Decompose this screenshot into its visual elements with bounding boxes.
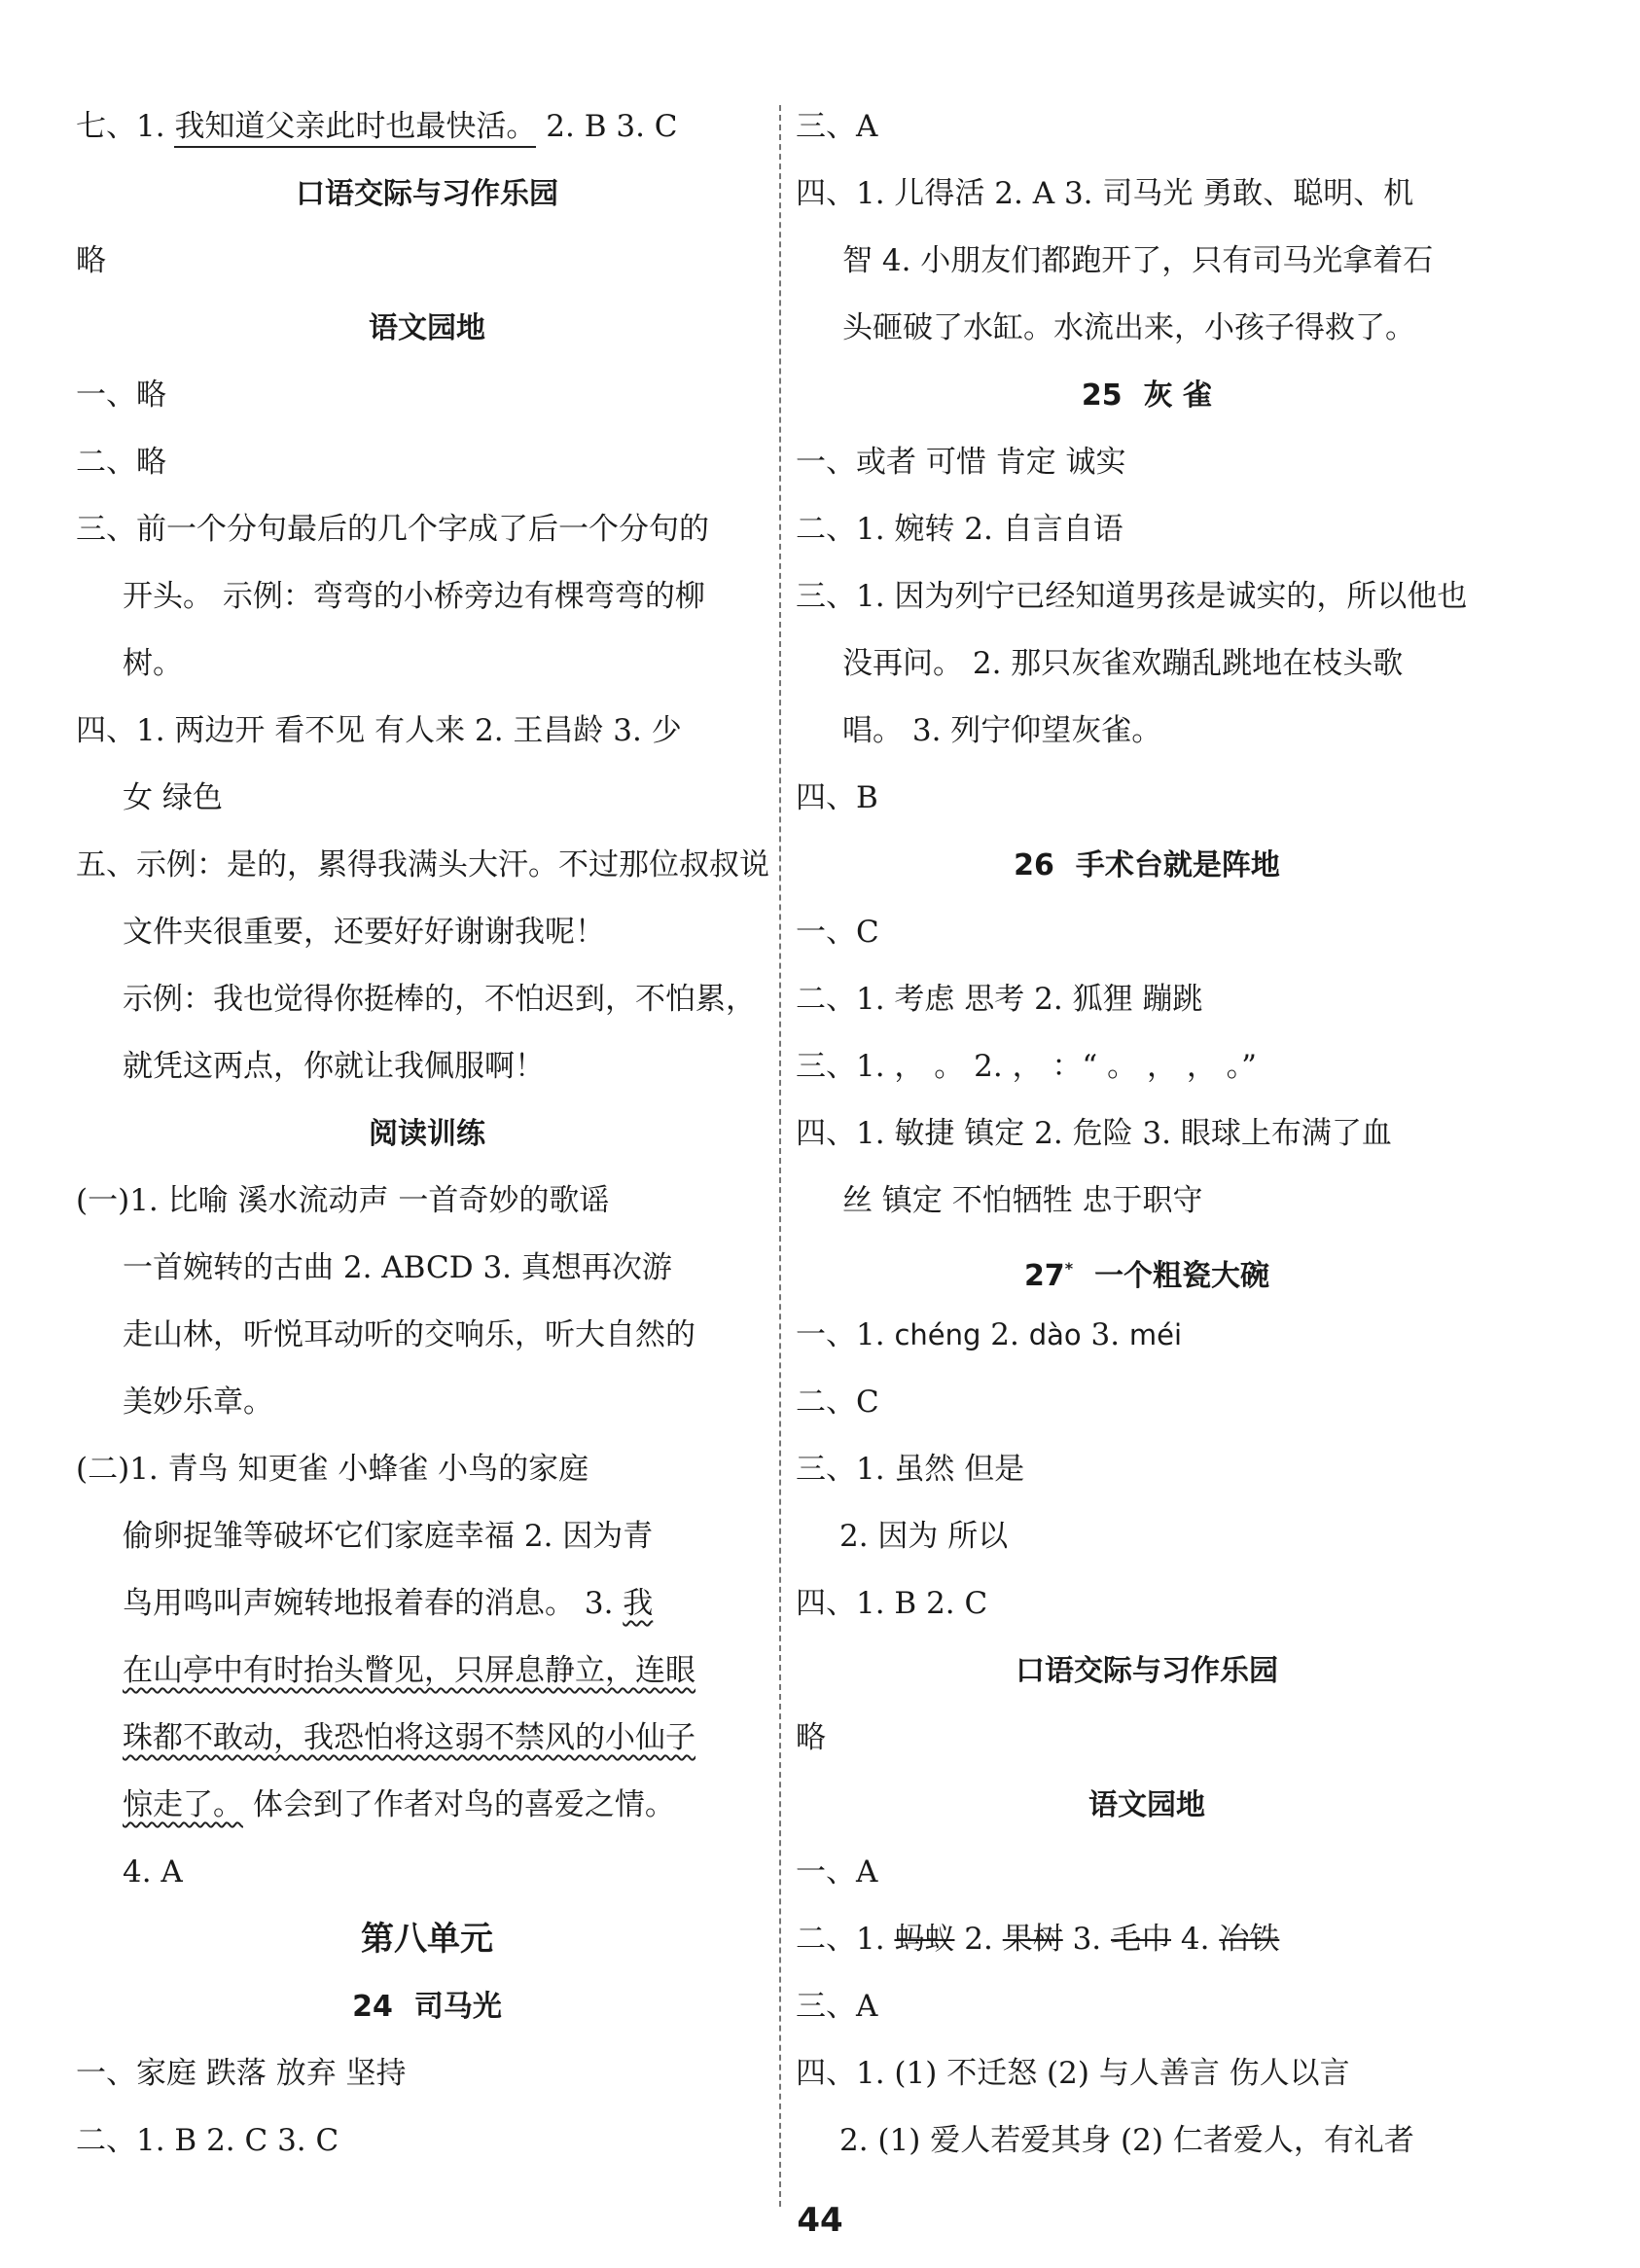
answer-line: 二、略 <box>76 445 166 480</box>
answer-line: 一首婉转的古曲 2. ABCD 3. 真想再次游 <box>123 1250 672 1285</box>
answer-line: 四、1. 两边开 看不见 有人来 2. 王昌龄 3. 少 <box>76 713 682 748</box>
lesson-heading: 27* 一个粗瓷大碗 <box>1023 1259 1270 1293</box>
answer-line: 2. (1) 爱人若爱其身 (2) 仁者爱人，有礼者 <box>839 2123 1414 2158</box>
answer-line: 四、1. 敏捷 镇定 2. 危险 3. 眼球上布满了血 <box>796 1116 1392 1151</box>
page-number: 44 <box>797 2201 843 2240</box>
answer-line: 2. 因为 所以 <box>839 1519 1009 1554</box>
left-column <box>76 93 778 2175</box>
section-heading-reading: 阅读训练 <box>369 1117 485 1151</box>
crossed-word: 冶铁 <box>1219 1922 1280 1957</box>
answer-line: 开头。 示例：弯弯的小桥旁边有棵弯弯的柳 <box>123 579 705 614</box>
answer-line: 一、家庭 跌落 放弃 坚持 <box>76 2056 407 2091</box>
answer-line: 智 4. 小朋友们都跑开了，只有司马光拿着石 <box>842 243 1434 278</box>
column-divider <box>779 105 781 2207</box>
answer-line: (二)1. 青鸟 知更雀 小蜂雀 小鸟的家庭 <box>76 1452 589 1487</box>
unit-heading: 第八单元 <box>361 1920 493 1959</box>
optional-star-mark: * <box>1064 1259 1074 1278</box>
answer-line: 树。 <box>123 646 183 681</box>
answer-line: 略 <box>796 1720 826 1755</box>
answer-line: 偷卵捉雏等破坏它们家庭幸福 2. 因为青 <box>123 1519 654 1554</box>
wavy-underline: 我 <box>623 1586 654 1621</box>
answer-line: 二、1. 考虑 思考 2. 狐狸 蹦跳 <box>796 982 1203 1017</box>
answer-line: 一、1. chéng 2. dào 3. méi <box>796 1317 1183 1352</box>
answer-line: 没再问。 2. 那只灰雀欢蹦乱跳地在枝头歌 <box>842 646 1404 681</box>
wavy-underline: 在山亭中有时抬头瞥见，只屏息静立，连眼 <box>123 1653 695 1688</box>
answer-line: 唱。 3. 列宁仰望灰雀。 <box>842 713 1162 748</box>
answer-line: 四、1. (1) 不迁怒 (2) 与人善言 伤人以言 <box>796 2056 1350 2091</box>
answer-line: 七、1. 我知道父亲此时也最快活。 2. B 3. C <box>76 93 778 161</box>
right-column <box>796 93 1498 2175</box>
answer-line: 三、前一个分句最后的几个字成了后一个分句的 <box>76 512 709 547</box>
answer-line: 三、1. 因为列宁已经知道男孩是诚实的，所以他也 <box>796 579 1468 614</box>
answer-line: 女 绿色 <box>123 780 223 815</box>
lesson-heading: 26 手术台就是阵地 <box>1014 848 1280 882</box>
answer-line <box>76 1638 778 1705</box>
answer-line: 鸟用鸣叫声婉转地报着春的消息。 3. 我 <box>123 1586 654 1621</box>
underlined-sentence: 我知道父亲此时也最快活。 <box>174 109 536 148</box>
wavy-underline: 惊走了。 <box>123 1787 243 1822</box>
answer-line: 美妙乐章。 <box>123 1385 273 1420</box>
answer-line: 略 <box>76 243 106 278</box>
section-heading-oral: 口语交际与习作乐园 <box>1016 1654 1278 1688</box>
answer-line: 三、1. 虽然 但是 <box>796 1452 1025 1487</box>
crossed-word: 蚂蚁 <box>894 1922 955 1957</box>
answer-line: 五、示例：是的，累得我满头大汗。不过那位叔叔说 <box>76 847 769 882</box>
answer-line: 二、C <box>796 1385 879 1420</box>
crossed-word: 毛巾 <box>1111 1922 1172 1957</box>
answer-line: 走山林，听悦耳动听的交响乐，听大自然的 <box>123 1317 695 1352</box>
answer-line: 三、A <box>796 109 878 144</box>
answer-line: (一)1. 比喻 溪水流动声 一首奇妙的歌谣 <box>76 1183 610 1218</box>
answer-line: 二、1. 蚂蚁 2. 果树 3. 毛巾 4. 冶铁 <box>796 1922 1280 1957</box>
answer-line: 二、1. B 2. C 3. C <box>76 2123 339 2158</box>
answer-line: 四、1. 儿得活 2. A 3. 司马光 勇敢、聪明、机 <box>796 176 1414 211</box>
answer-line: 文件夹很重要，还要好好谢谢我呢！ <box>123 915 605 950</box>
section-heading-garden: 语文园地 <box>369 311 485 345</box>
answer-line: 二、1. 婉转 2. 自言自语 <box>796 512 1123 547</box>
section-heading-garden: 语文园地 <box>1088 1788 1205 1822</box>
crossed-word: 果树 <box>1002 1922 1063 1957</box>
lesson-heading: 24 司马光 <box>352 1990 502 2024</box>
answer-line: 头砸破了水缸。水流出来，小孩子得救了。 <box>842 310 1415 345</box>
lesson-heading: 25 灰 雀 <box>1081 378 1213 413</box>
answer-line: 一、略 <box>76 378 166 413</box>
answer-line: 惊走了。 体会到了作者对鸟的喜爱之情。 <box>123 1787 675 1822</box>
answer-line: 一、或者 可惜 肯定 诚实 <box>796 445 1126 480</box>
answer-line <box>76 1705 778 1772</box>
wavy-underline: 珠都不敢动，我恐怕将这弱不禁风的小仙子 <box>123 1720 695 1755</box>
answer-line: 三、1. ， 。 2. ， ：“ 。 ， ， 。” <box>796 1049 1258 1084</box>
section-heading-oral: 口语交际与习作乐园 <box>296 177 558 211</box>
answer-line: 就凭这两点，你就让我佩服啊！ <box>123 1049 545 1084</box>
answer-line: 四、B <box>796 780 878 815</box>
answer-line: 一、A <box>796 1854 878 1890</box>
answer-line: 丝 镇定 不怕牺牲 忠于职守 <box>842 1183 1203 1218</box>
answer-line: 示例：我也觉得你挺棒的，不怕迟到，不怕累， <box>123 982 756 1017</box>
answer-line: 4. A <box>123 1854 183 1890</box>
answer-line: 四、1. B 2. C <box>796 1586 988 1621</box>
answer-line: 三、A <box>796 1989 878 2024</box>
answer-line: 一、C <box>796 915 879 950</box>
